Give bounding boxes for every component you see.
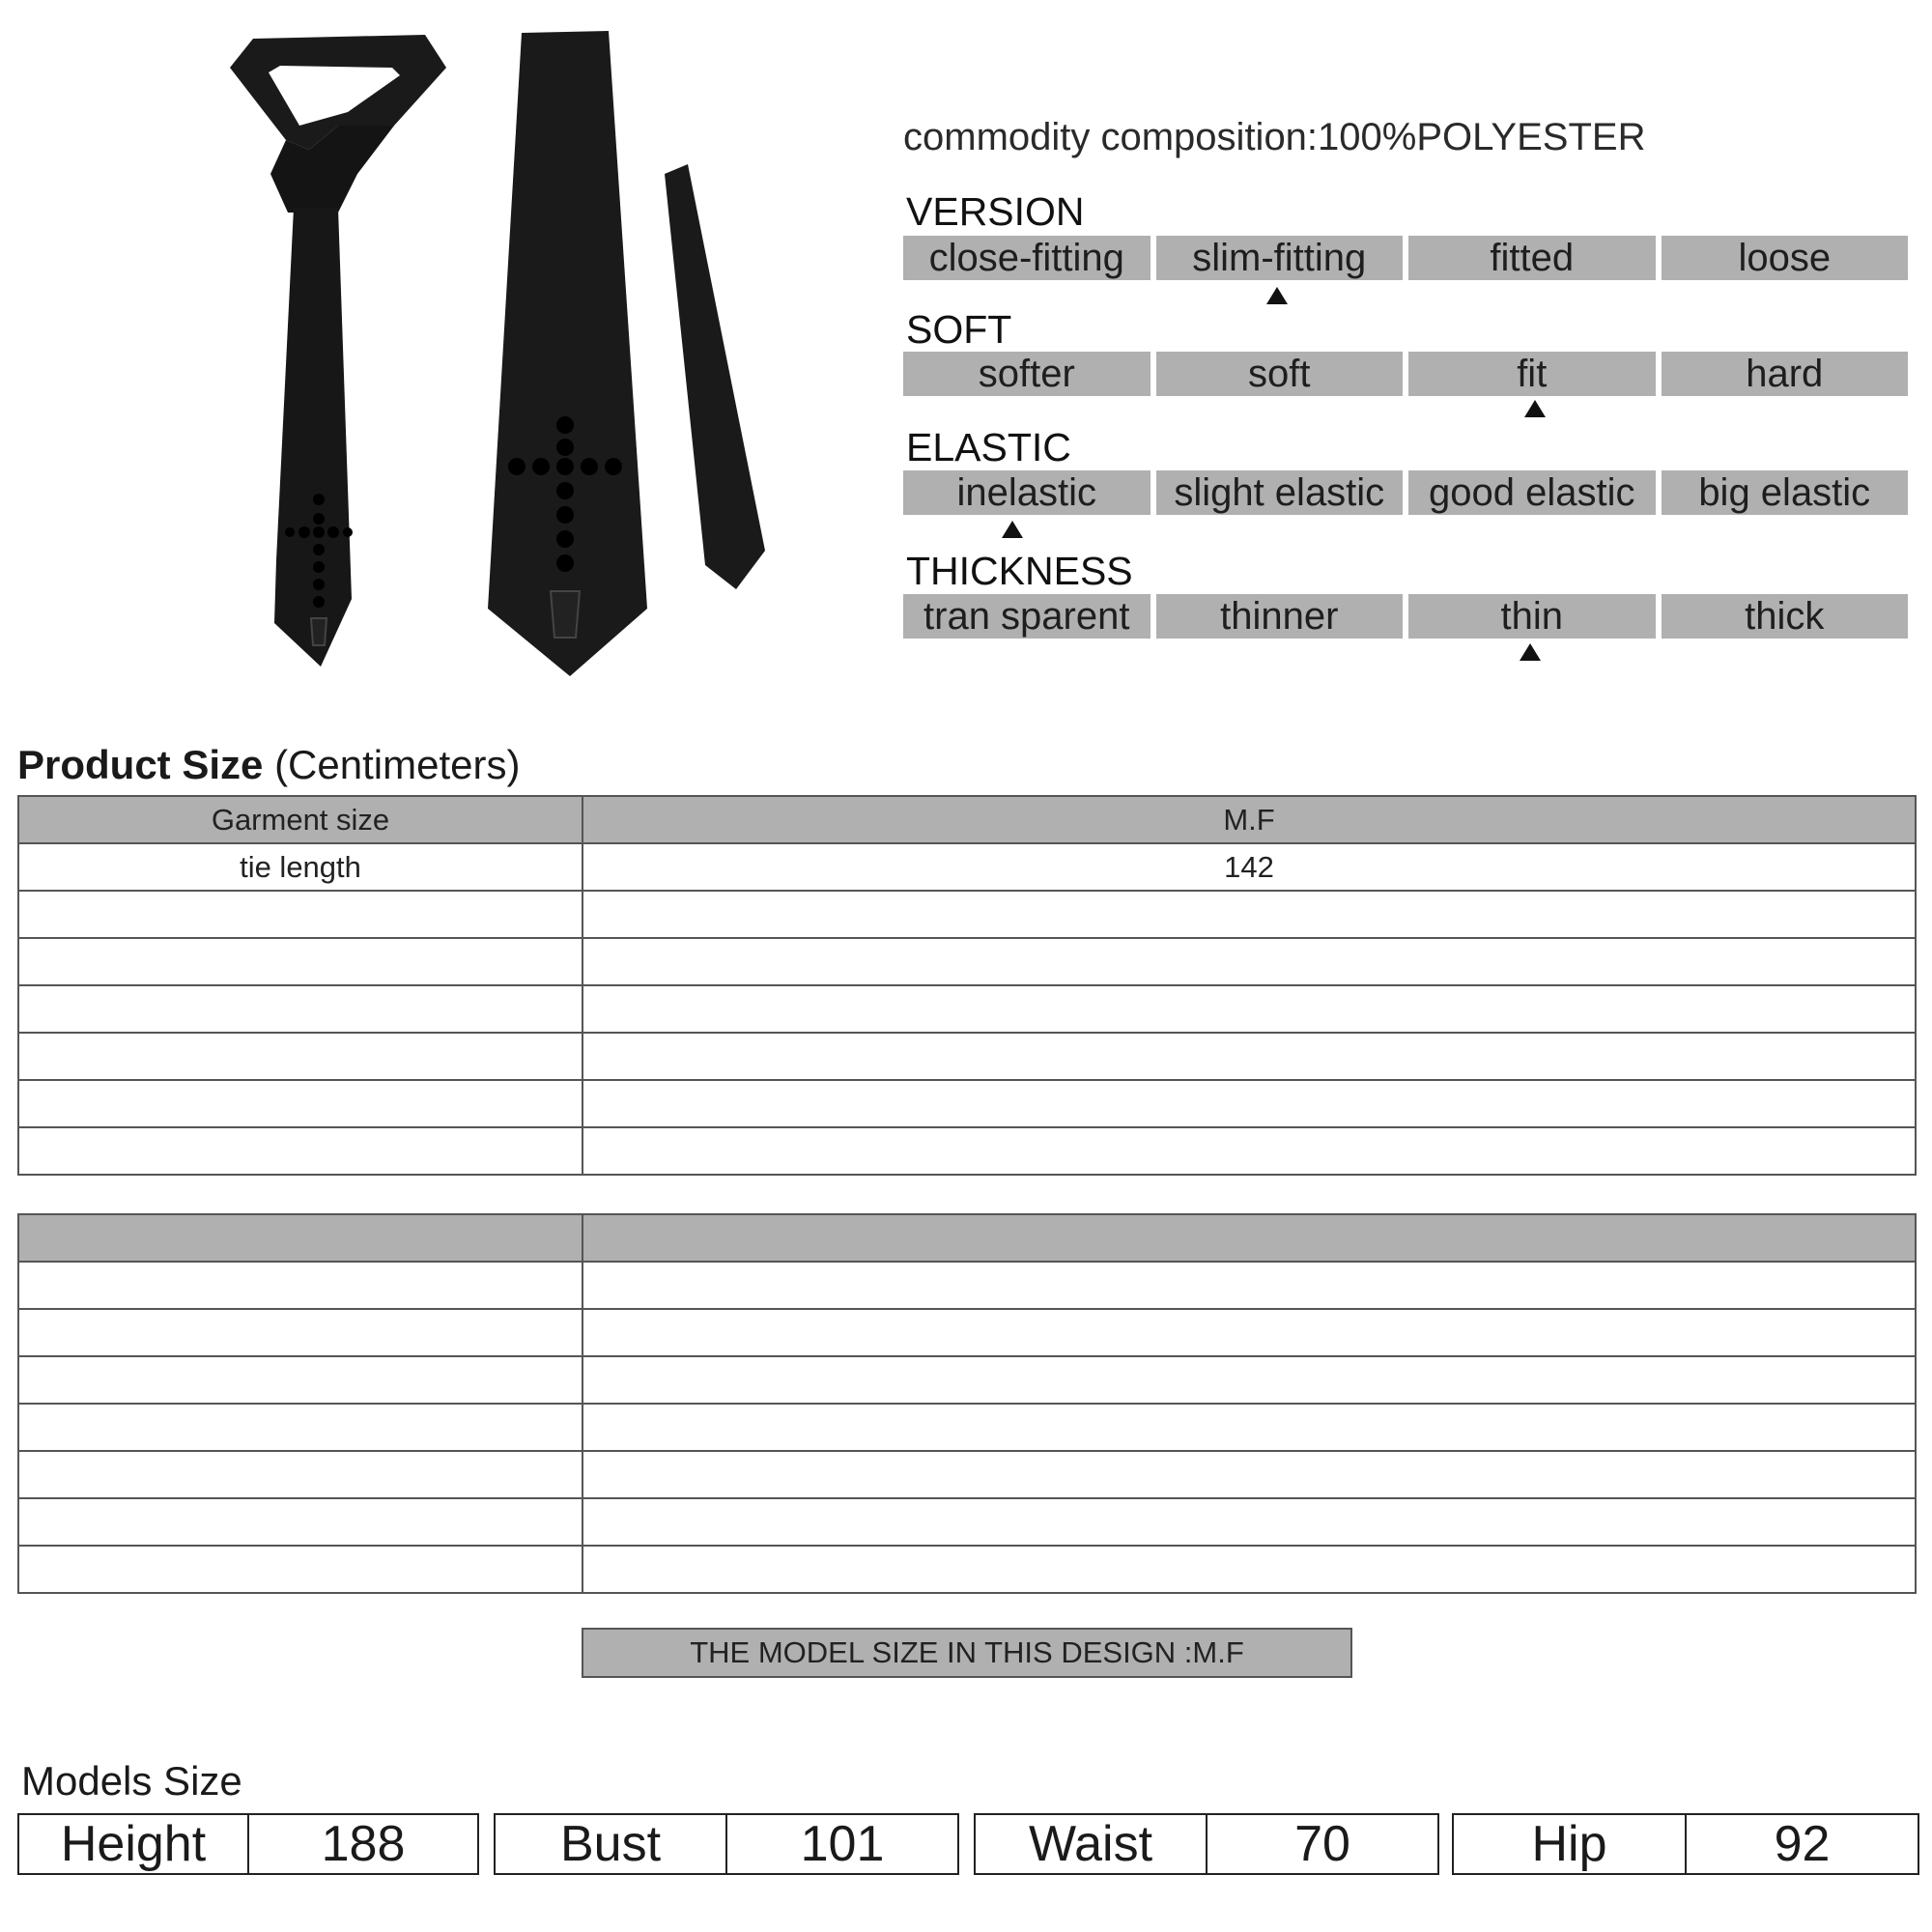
- thickness-option: tran sparent: [903, 594, 1151, 639]
- elastic-option: good elastic: [1408, 470, 1656, 515]
- measure-label: tie length: [18, 843, 582, 891]
- soft-option: softer: [903, 352, 1151, 396]
- measure-value: 142: [582, 843, 1916, 891]
- version-option: slim-fitting: [1156, 236, 1404, 280]
- waist-value: 70: [1206, 1815, 1437, 1873]
- table-row: [18, 985, 1916, 1033]
- table-row: [18, 891, 1916, 938]
- knotted-tie: [230, 35, 446, 667]
- product-size-unit: (Centimeters): [274, 742, 521, 787]
- waist-label: Waist: [1028, 1816, 1153, 1872]
- flat-tie: [488, 31, 765, 676]
- thickness-title: THICKNESS: [906, 549, 1133, 593]
- version-option: loose: [1662, 236, 1909, 280]
- table-row: [18, 843, 1916, 891]
- elastic-selected-marker-icon: [1002, 521, 1023, 538]
- table-row: [18, 1404, 1916, 1451]
- soft-scale: [903, 352, 1908, 396]
- soft-option: soft: [1156, 352, 1404, 396]
- version-option: fitted: [1408, 236, 1656, 280]
- hip-measure: [1452, 1813, 1919, 1875]
- hip-label: Hip: [1531, 1816, 1607, 1872]
- thickness-option: thick: [1662, 594, 1909, 639]
- table-row: [18, 1451, 1916, 1498]
- waist-measure: [974, 1813, 1439, 1875]
- thickness-option: thinner: [1156, 594, 1404, 639]
- table-row: [18, 1127, 1916, 1175]
- product-size-table: [17, 795, 1917, 1176]
- bust-measure: [494, 1813, 959, 1875]
- models-size-title: Models Size: [21, 1758, 242, 1804]
- bust-value: 101: [725, 1815, 957, 1873]
- thickness-scale: [903, 594, 1908, 639]
- composition-text: commodity composition:100%POLYESTER: [903, 116, 1646, 158]
- thickness-selected-marker-icon: [1520, 643, 1541, 661]
- table-row: [18, 938, 1916, 985]
- soft-option: fit: [1408, 352, 1656, 396]
- version-option: close-fitting: [903, 236, 1151, 280]
- table-row: [18, 1498, 1916, 1546]
- table-row: [18, 1080, 1916, 1127]
- height-measure: [17, 1813, 479, 1875]
- hip-value: 92: [1685, 1815, 1918, 1873]
- elastic-option: inelastic: [903, 470, 1151, 515]
- garment-size-header: Garment size: [18, 796, 582, 843]
- table-row: [18, 1262, 1916, 1309]
- height-label: Height: [60, 1816, 207, 1872]
- product-size-heading: Product Size: [17, 742, 264, 787]
- elastic-option: big elastic: [1662, 470, 1909, 515]
- table-header-row: [18, 1214, 1916, 1262]
- soft-selected-marker-icon: [1524, 400, 1546, 417]
- soft-option: hard: [1662, 352, 1909, 396]
- version-scale: [903, 236, 1908, 280]
- table-row: [18, 1356, 1916, 1404]
- product-size-title: [17, 742, 520, 788]
- thickness-option: thin: [1408, 594, 1656, 639]
- table-header-row: [18, 796, 1916, 843]
- table-row: [18, 1309, 1916, 1356]
- version-selected-marker-icon: [1266, 287, 1288, 304]
- size-header: M.F: [582, 796, 1916, 843]
- table-row: [18, 1033, 1916, 1080]
- soft-title: SOFT: [906, 307, 1012, 352]
- elastic-scale: [903, 470, 1908, 515]
- elastic-option: slight elastic: [1156, 470, 1404, 515]
- version-title: VERSION: [906, 189, 1085, 234]
- elastic-title: ELASTIC: [906, 425, 1071, 469]
- secondary-size-table: [17, 1213, 1917, 1594]
- height-value: 188: [247, 1815, 477, 1873]
- bust-label: Bust: [559, 1816, 662, 1872]
- table-row: [18, 1546, 1916, 1593]
- model-size-banner: THE MODEL SIZE IN THIS DESIGN :M.F: [582, 1628, 1352, 1678]
- product-image: [193, 19, 821, 715]
